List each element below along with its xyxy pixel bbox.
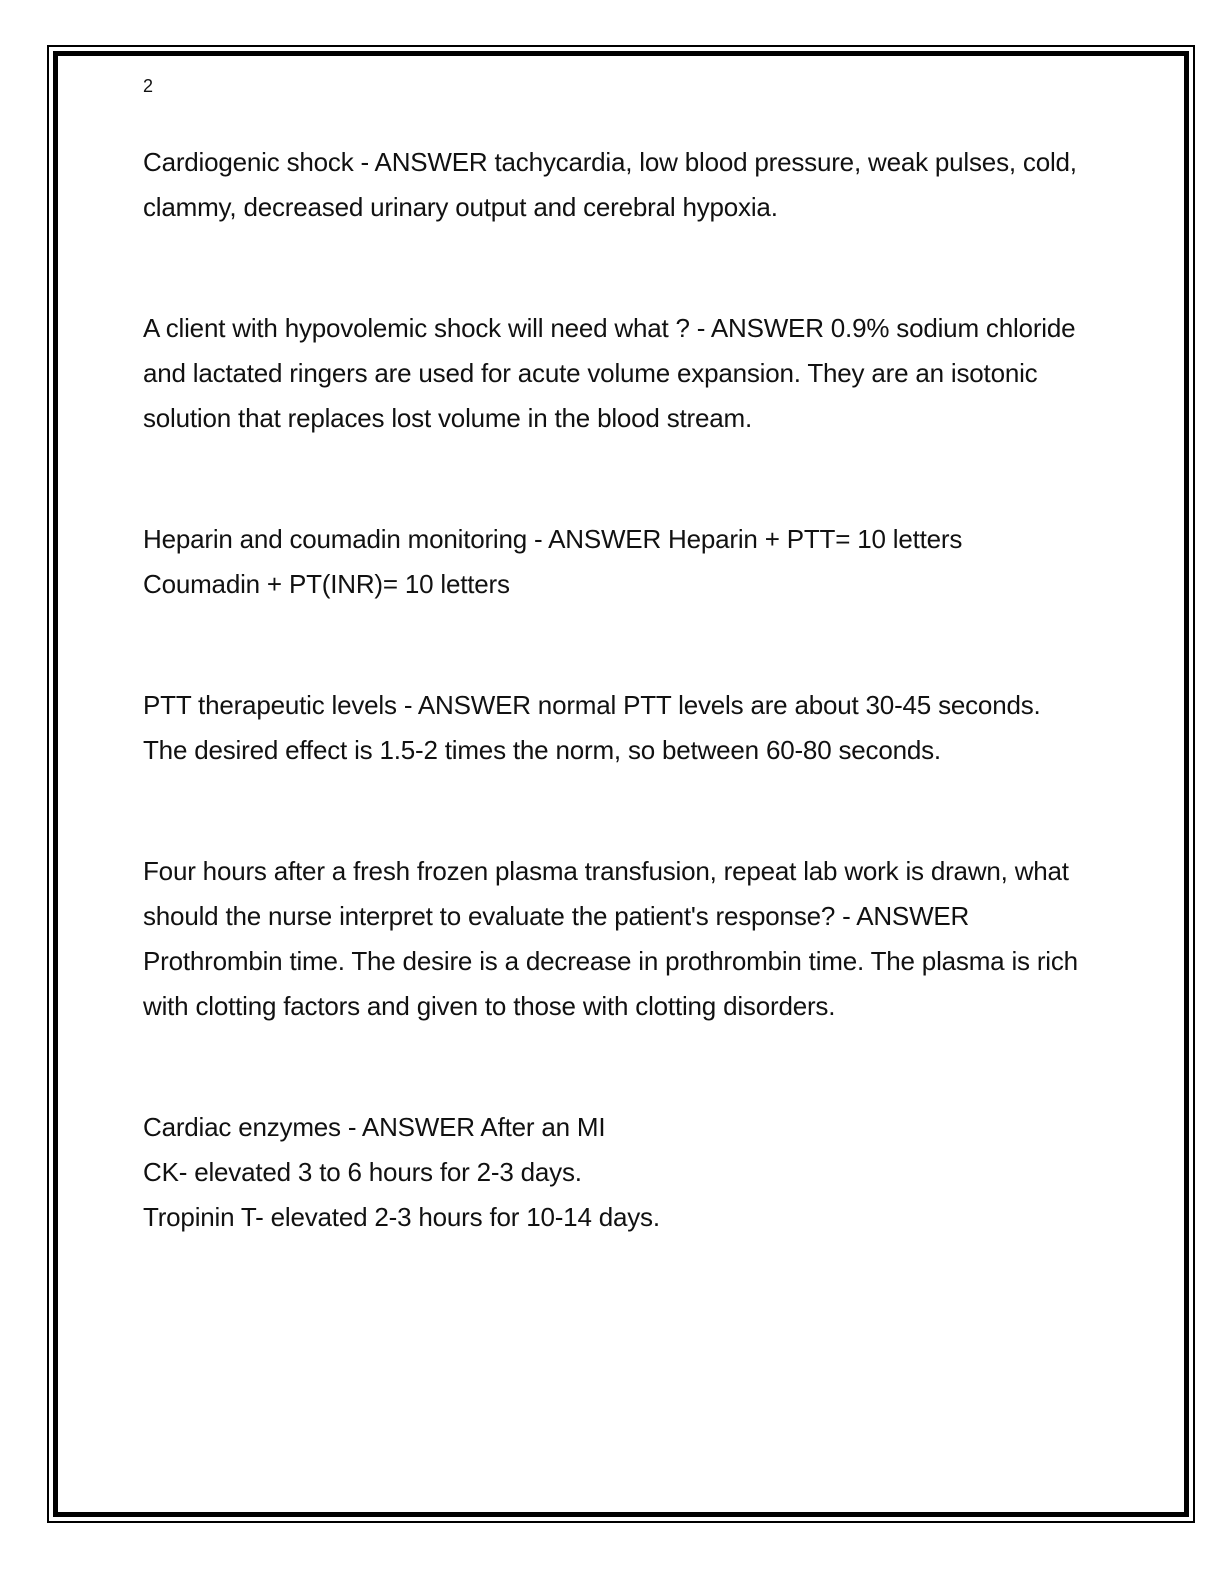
- qa-text: Cardiogenic shock - ANSWER tachycardia, low blood pressure, weak pulses, cold, clammy, decreased urinary output and cerebral hypoxia.: [143, 147, 1077, 222]
- qa-text: Heparin and coumadin monitoring - ANSWER Heparin + PTT= 10 letters: [143, 524, 963, 554]
- qa-entry-cardiogenic-shock: [143, 140, 1083, 230]
- qa-entry-cardiac-enzymes: [143, 1105, 1083, 1240]
- qa-entry-heparin-coumadin: [143, 517, 1083, 607]
- qa-text: Four hours after a fresh frozen plasma transfusion, repeat lab work is drawn, what should the nurse interpret to evaluate the patient's response? - ANSWER Prothrombin time. The desire is a decrease in prothrombin time. The plasma is rich with clotting factors and given to those with clotting disorders.: [143, 856, 1078, 1021]
- qa-extra-line: Coumadin + PT(INR)= 10 letters: [143, 569, 510, 599]
- qa-entry-ptt-levels: [143, 683, 1083, 773]
- document-body: [143, 140, 1083, 1240]
- qa-extra-line: CK- elevated 3 to 6 hours for 2-3 days.: [143, 1157, 582, 1187]
- qa-entry-hypovolemic-shock: [143, 306, 1083, 441]
- qa-text: A client with hypovolemic shock will need what ? - ANSWER 0.9% sodium chloride and lactated ringers are used for acute volume expansion. They are an isotonic solution that replaces lost volume in the blood stream.: [143, 313, 1076, 433]
- qa-entry-ffp-transfusion: [143, 849, 1083, 1029]
- qa-extra-line: Tropinin T- elevated 2-3 hours for 10-14 days.: [143, 1202, 660, 1232]
- page-number: 2: [143, 76, 154, 96]
- qa-text: PTT therapeutic levels - ANSWER normal PTT levels are about 30-45 seconds. The desired effect is 1.5-2 times the norm, so between 60-80 seconds.: [143, 690, 1041, 765]
- qa-text: Cardiac enzymes - ANSWER After an MI: [143, 1112, 606, 1142]
